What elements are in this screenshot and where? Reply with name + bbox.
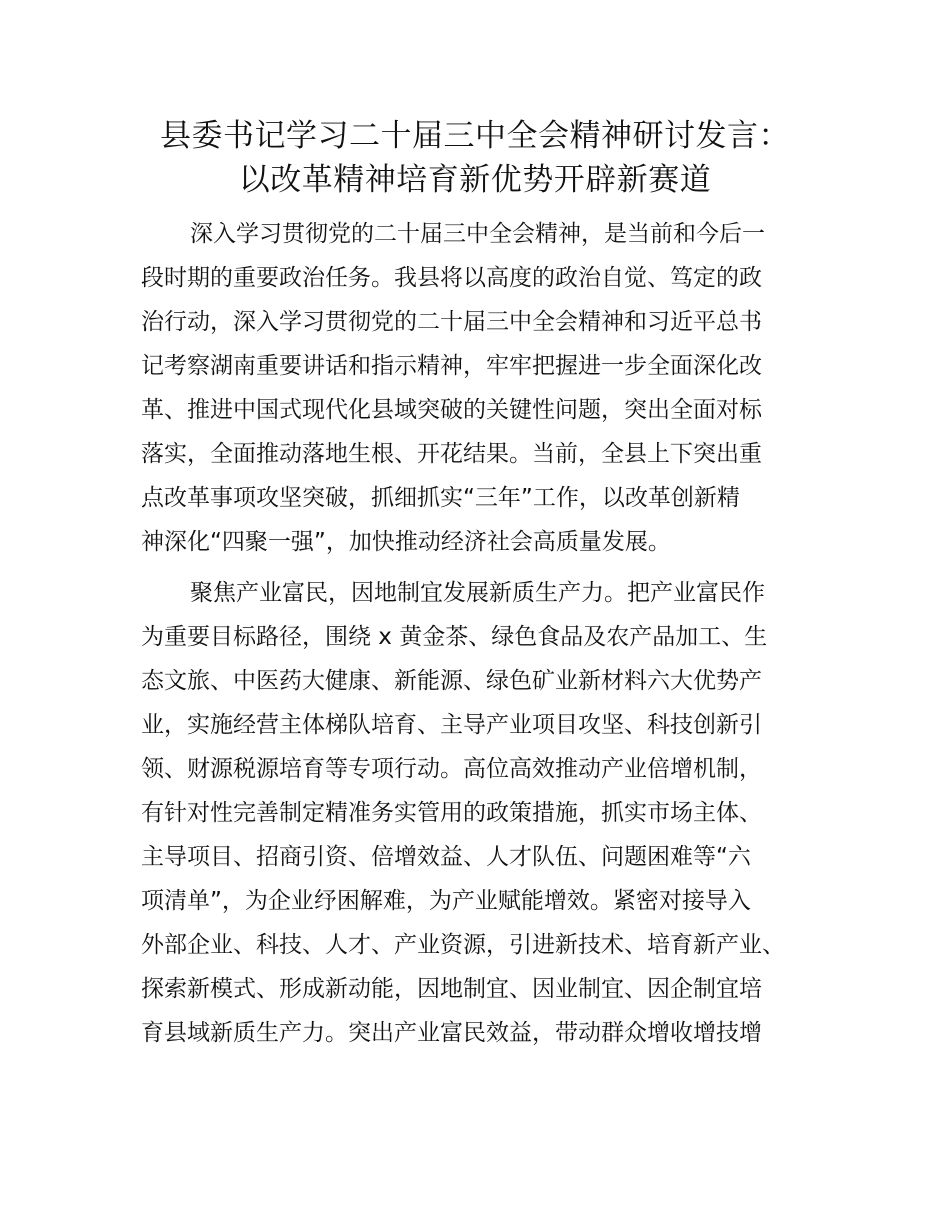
paragraph-1-line-4: 记考察湖南重要讲话和指示精神，牢牢把握进一步全面深化改 xyxy=(141,353,762,379)
paragraph-1-line-6: 落实，全面推动落地生根、开花结果。当前，全县上下突出重 xyxy=(141,441,762,467)
paragraph-1-line-5: 革、推进中国式现代化县域突破的关键性问题，突出全面对标 xyxy=(141,397,762,423)
paragraph-2-line-11: 育县域新质生产力。突出产业富民效益，带动群众增收增技增 xyxy=(141,1020,762,1046)
paragraph-2-line-3: 态文旅、中医药大健康、新能源、绿色矿业新材料六大优势产 xyxy=(141,668,762,694)
paragraph-2-line-2: 为重要目标路径，围绕 x 黄金茶、绿色食品及农产品加工、生 xyxy=(141,624,768,650)
paragraph-1-line-7: 点改革事项攻坚突破，抓细抓实“三年”工作，以改革创新精 xyxy=(141,485,740,511)
paragraph-2-line-10: 探索新模式、形成新动能，因地制宜、因业制宜、因企制宜培 xyxy=(141,976,762,1002)
paragraph-2-line-9: 外部企业、科技、人才、产业资源，引进新技术、培育新产业、 xyxy=(141,932,785,958)
document-title-line-2: 以改革精神培育新优势开辟新赛道 xyxy=(238,162,712,198)
paragraph-2-line-1: 聚焦产业富民，因地制宜发展新质生产力。把产业富民作 xyxy=(190,580,765,606)
paragraph-1-line-1: 深入学习贯彻党的二十届三中全会精神，是当前和今后一 xyxy=(190,221,765,247)
paragraph-1-line-8: 神深化“四聚一强”，加快推动经济社会高质量发展。 xyxy=(141,529,671,555)
paragraph-2-line-5: 领、财源税源培育等专项行动。高位高效推动产业倍增机制， xyxy=(141,756,762,782)
document-title-line-1: 县委书记学习二十届三中全会精神研讨发言： xyxy=(160,118,790,154)
paragraph-1-line-2: 段时期的重要政治任务。我县将以高度的政治自觉、笃定的政 xyxy=(141,265,762,291)
paragraph-2-line-4: 业，实施经营主体梯队培育、主导产业项目攻坚、科技创新引 xyxy=(141,712,762,738)
paragraph-2-line-7: 主导项目、招商引资、倍增效益、人才队伍、问题困难等“六 xyxy=(141,844,751,870)
paragraph-2-line-6: 有针对性完善制定精准务实管用的政策措施，抓实市场主体、 xyxy=(141,800,762,826)
paragraph-1-line-3: 治行动，深入学习贯彻党的二十届三中全会精神和习近平总书 xyxy=(141,309,762,335)
paragraph-2-line-8: 项清单”，为企业纾困解难，为产业赋能增效。紧密对接导入 xyxy=(141,888,751,914)
